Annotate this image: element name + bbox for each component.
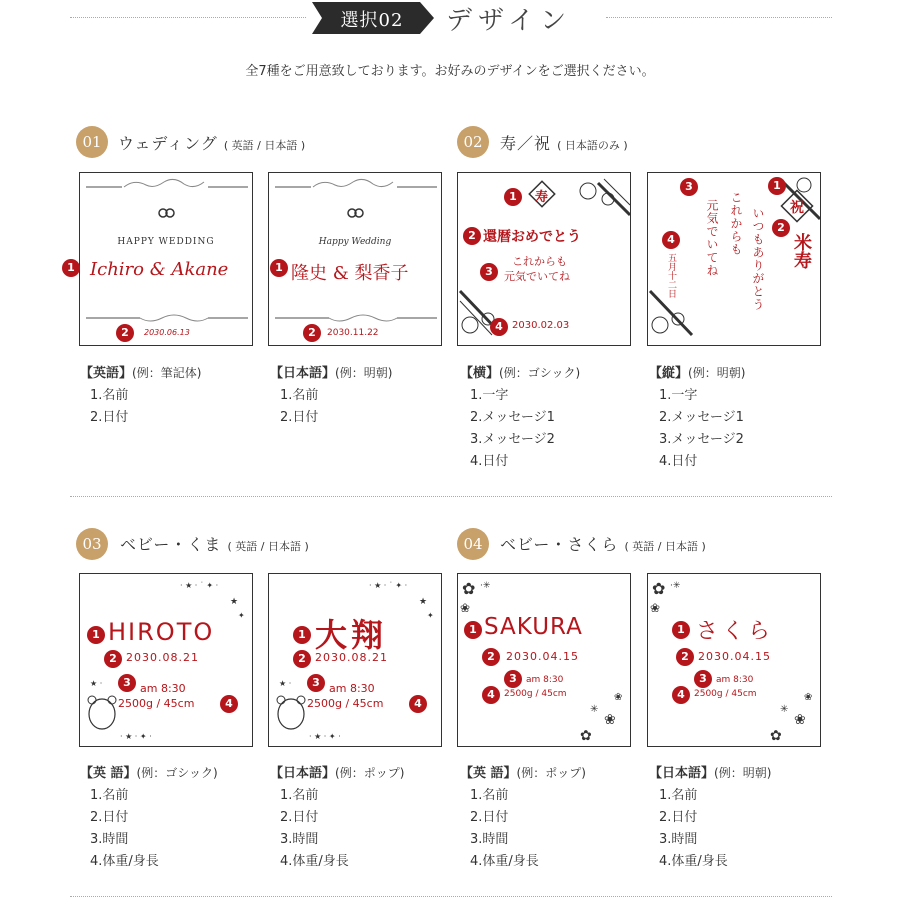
spec-item: 1.名前 bbox=[280, 388, 319, 403]
svg-text:· ★ · ˙ ✦ ·: · ★ · ˙ ✦ · bbox=[369, 581, 408, 590]
marker: 4 bbox=[482, 686, 500, 704]
marker: 3 bbox=[694, 670, 712, 688]
spec-lang: 【英語】 bbox=[80, 366, 133, 381]
svg-text:✿: ✿ bbox=[580, 728, 592, 744]
marker: 3 bbox=[504, 670, 522, 688]
marker: 3 bbox=[480, 263, 498, 281]
card-name: Ichiro & Akane bbox=[90, 259, 229, 280]
spec-lang: 【英 語】 bbox=[80, 766, 137, 781]
svg-text:✿: ✿ bbox=[770, 728, 782, 744]
marker: 4 bbox=[672, 686, 690, 704]
card-date: 2030.08.21 bbox=[315, 651, 388, 664]
marker: 2 bbox=[772, 219, 790, 237]
marker: 2 bbox=[293, 650, 311, 668]
marker: 1 bbox=[768, 177, 786, 195]
section-number: 03 bbox=[76, 528, 108, 560]
spec-item: 3.時間 bbox=[470, 832, 509, 847]
marker: 2 bbox=[482, 648, 500, 666]
card-date: 五月十二日 bbox=[666, 253, 676, 298]
spec-item: 2.日付 bbox=[90, 810, 129, 825]
marker: 1 bbox=[504, 188, 522, 206]
spec-kotobuki-horizontal bbox=[460, 362, 580, 473]
marker: 2 bbox=[463, 227, 481, 245]
marker: 4 bbox=[490, 318, 508, 336]
svg-text:✳: ✳ bbox=[780, 704, 789, 715]
design-card-wedding-jp[interactable] bbox=[268, 172, 442, 346]
card-name: HIROTO bbox=[108, 618, 215, 646]
card-name: SAKURA bbox=[484, 614, 583, 640]
section-number: 02 bbox=[457, 126, 489, 158]
card-time: am 8:30 bbox=[329, 682, 375, 695]
spec-item: 4.日付 bbox=[659, 454, 698, 469]
svg-text:✦: ✦ bbox=[238, 611, 245, 620]
section-title-wedding: ウェディング ( 英語 / 日本語 ) bbox=[118, 134, 306, 153]
header-right-rule bbox=[606, 17, 832, 18]
spec-item: 1.名前 bbox=[90, 788, 129, 803]
svg-text:·✳: ·✳ bbox=[670, 581, 681, 591]
spec-item: 2.メッセージ1 bbox=[470, 410, 555, 425]
spec-item: 2.メッセージ1 bbox=[659, 410, 744, 425]
svg-text:· ★ · ✦ ·: · ★ · ✦ · bbox=[120, 732, 152, 741]
section-divider bbox=[70, 496, 832, 497]
spec-item: 3.メッセージ2 bbox=[470, 432, 555, 447]
spec-example: (例：ポップ) bbox=[335, 766, 405, 780]
step-badge bbox=[312, 2, 434, 34]
card-date: 2030.06.13 bbox=[144, 328, 190, 337]
section-divider bbox=[70, 896, 832, 897]
spec-item: 2.日付 bbox=[90, 410, 129, 425]
section-number: 04 bbox=[457, 528, 489, 560]
spec-item: 2.日付 bbox=[470, 810, 509, 825]
spec-item: 1.一字 bbox=[659, 388, 698, 403]
card-time: am 8:30 bbox=[140, 682, 186, 695]
step-badge-label: 選択02 bbox=[340, 10, 404, 31]
spec-item: 2.日付 bbox=[659, 810, 698, 825]
marker: 4 bbox=[409, 695, 427, 713]
page-subtitle: 全7種をご用意致しております。お好みのデザインをご選択ください。 bbox=[245, 64, 655, 79]
svg-text:· ★ · ˙ ✦ ·: · ★ · ˙ ✦ · bbox=[180, 581, 219, 590]
spec-example: (例：明朝) bbox=[714, 766, 772, 780]
card-date: 2030.04.15 bbox=[698, 650, 771, 663]
card-char: 祝 bbox=[790, 200, 804, 216]
svg-text:❀: ❀ bbox=[794, 712, 806, 728]
card-size: 2500g / 45cm bbox=[307, 697, 384, 710]
design-card-sakura-jp[interactable] bbox=[647, 573, 821, 747]
marker: 2 bbox=[303, 324, 321, 342]
marker: 1 bbox=[87, 626, 105, 644]
spec-lang: 【日本語】 bbox=[270, 366, 336, 381]
design-card-bear-jp[interactable] bbox=[268, 573, 442, 747]
svg-text:· ★ · ✦ ·: · ★ · ✦ · bbox=[309, 732, 341, 741]
card-message3: 元気でいてね bbox=[705, 199, 719, 277]
card-date: 2030.04.15 bbox=[506, 650, 579, 663]
spec-lang: 【日本語】 bbox=[270, 766, 336, 781]
header-left-rule bbox=[70, 17, 306, 18]
card-message2b: これからも bbox=[729, 191, 743, 256]
spec-wedding-en bbox=[80, 362, 201, 429]
section-number: 01 bbox=[76, 126, 108, 158]
spec-item: 1.名前 bbox=[470, 788, 509, 803]
spec-item: 3.時間 bbox=[90, 832, 129, 847]
spec-sakura-jp bbox=[649, 762, 771, 873]
spec-item: 1.名前 bbox=[90, 388, 129, 403]
spec-example: (例：筆記体) bbox=[132, 366, 202, 380]
page-title: デザイン bbox=[446, 6, 573, 36]
design-card-bear-en[interactable] bbox=[79, 573, 253, 747]
marker: 1 bbox=[270, 259, 288, 277]
card-message2b: 元気でいてね bbox=[504, 270, 570, 283]
spec-lang: 【英 語】 bbox=[460, 766, 517, 781]
spec-item: 1.名前 bbox=[280, 788, 319, 803]
spec-item: 4.体重/身長 bbox=[280, 854, 349, 869]
svg-text:✿: ✿ bbox=[652, 579, 666, 598]
spec-item: 3.メッセージ2 bbox=[659, 432, 744, 447]
card-size: 2500g / 45cm bbox=[504, 689, 567, 699]
card-name: 隆史 & 梨香子 bbox=[291, 263, 409, 284]
svg-text:★: ★ bbox=[230, 597, 239, 607]
card-message1: 米寿 bbox=[791, 233, 812, 269]
svg-text:★ ·: ★ · bbox=[90, 679, 103, 688]
marker: 3 bbox=[307, 674, 325, 692]
spec-item: 2.日付 bbox=[280, 810, 319, 825]
svg-text:❀: ❀ bbox=[604, 712, 616, 728]
design-card-kotobuki-vertical[interactable] bbox=[647, 172, 821, 346]
svg-text:·✳: ·✳ bbox=[480, 581, 491, 591]
spec-example: (例：明朝) bbox=[335, 366, 393, 380]
card-heading: Happy Wedding bbox=[318, 237, 392, 247]
spec-item: 3.時間 bbox=[659, 832, 698, 847]
spec-item: 4.体重/身長 bbox=[470, 854, 539, 869]
svg-text:✿: ✿ bbox=[462, 579, 476, 598]
svg-text:❀: ❀ bbox=[614, 692, 623, 703]
marker: 3 bbox=[680, 178, 698, 196]
svg-text:❀: ❀ bbox=[804, 692, 813, 703]
card-date: 2030.11.22 bbox=[327, 328, 379, 338]
spec-bear-jp bbox=[270, 762, 404, 873]
card-size: 2500g / 45cm bbox=[118, 697, 195, 710]
design-card-sakura-en[interactable] bbox=[457, 573, 631, 747]
spec-lang: 【横】 bbox=[460, 366, 500, 381]
spec-item: 1.名前 bbox=[659, 788, 698, 803]
section-title-kotobuki: 寿／祝 ( 日本語のみ ) bbox=[500, 134, 628, 153]
marker: 3 bbox=[118, 674, 136, 692]
marker: 1 bbox=[62, 259, 80, 277]
card-message2a: これからも bbox=[512, 255, 567, 268]
card-message2a: いつもありがとう bbox=[751, 207, 765, 311]
svg-text:★ ·: ★ · bbox=[279, 679, 292, 688]
spec-item: 4.日付 bbox=[470, 454, 509, 469]
svg-text:✦: ✦ bbox=[427, 611, 434, 620]
marker: 2 bbox=[676, 648, 694, 666]
card-name: さくら bbox=[696, 619, 775, 644]
svg-text:★: ★ bbox=[419, 597, 428, 607]
spec-sakura-en bbox=[460, 762, 586, 873]
marker: 1 bbox=[672, 621, 690, 639]
spec-example: (例：ゴシック) bbox=[136, 766, 218, 780]
marker: 4 bbox=[662, 231, 680, 249]
spec-example: (例：ポップ) bbox=[516, 766, 586, 780]
spec-item: 3.時間 bbox=[280, 832, 319, 847]
design-card-kotobuki-horizontal[interactable] bbox=[457, 172, 631, 346]
spec-bear-en bbox=[80, 762, 218, 873]
marker: 2 bbox=[104, 650, 122, 668]
marker: 4 bbox=[220, 695, 238, 713]
marker: 1 bbox=[293, 626, 311, 644]
card-size: 2500g / 45cm bbox=[694, 689, 757, 699]
design-card-wedding-en[interactable] bbox=[79, 172, 253, 346]
section-title-bear: ベビー・くま ( 英語 / 日本語 ) bbox=[120, 535, 309, 554]
spec-example: (例：明朝) bbox=[688, 366, 746, 380]
card-time: am 8:30 bbox=[526, 675, 564, 685]
svg-text:❀: ❀ bbox=[460, 601, 471, 615]
card-message1: 還暦おめでとう bbox=[483, 229, 581, 245]
spec-kotobuki-vertical bbox=[649, 362, 745, 473]
spec-item: 4.体重/身長 bbox=[90, 854, 159, 869]
card-time: am 8:30 bbox=[716, 675, 754, 685]
spec-wedding-jp bbox=[270, 362, 392, 429]
spec-lang: 【日本語】 bbox=[649, 766, 715, 781]
marker: 1 bbox=[464, 621, 482, 639]
spec-item: 2.日付 bbox=[280, 410, 319, 425]
card-heading: HAPPY WEDDING bbox=[117, 237, 215, 247]
card-name: 大翔 bbox=[315, 616, 388, 654]
spec-lang: 【縦】 bbox=[649, 366, 689, 381]
spec-item: 1.一字 bbox=[470, 388, 509, 403]
card-char: 寿 bbox=[535, 190, 549, 205]
card-date: 2030.02.03 bbox=[512, 320, 570, 331]
spec-example: (例：ゴシック) bbox=[499, 366, 581, 380]
svg-text:✳: ✳ bbox=[590, 704, 599, 715]
svg-text:❀: ❀ bbox=[650, 601, 661, 615]
card-date: 2030.08.21 bbox=[126, 651, 199, 664]
marker: 2 bbox=[116, 324, 134, 342]
section-title-sakura: ベビー・さくら ( 英語 / 日本語 ) bbox=[500, 535, 706, 554]
spec-item: 4.体重/身長 bbox=[659, 854, 728, 869]
